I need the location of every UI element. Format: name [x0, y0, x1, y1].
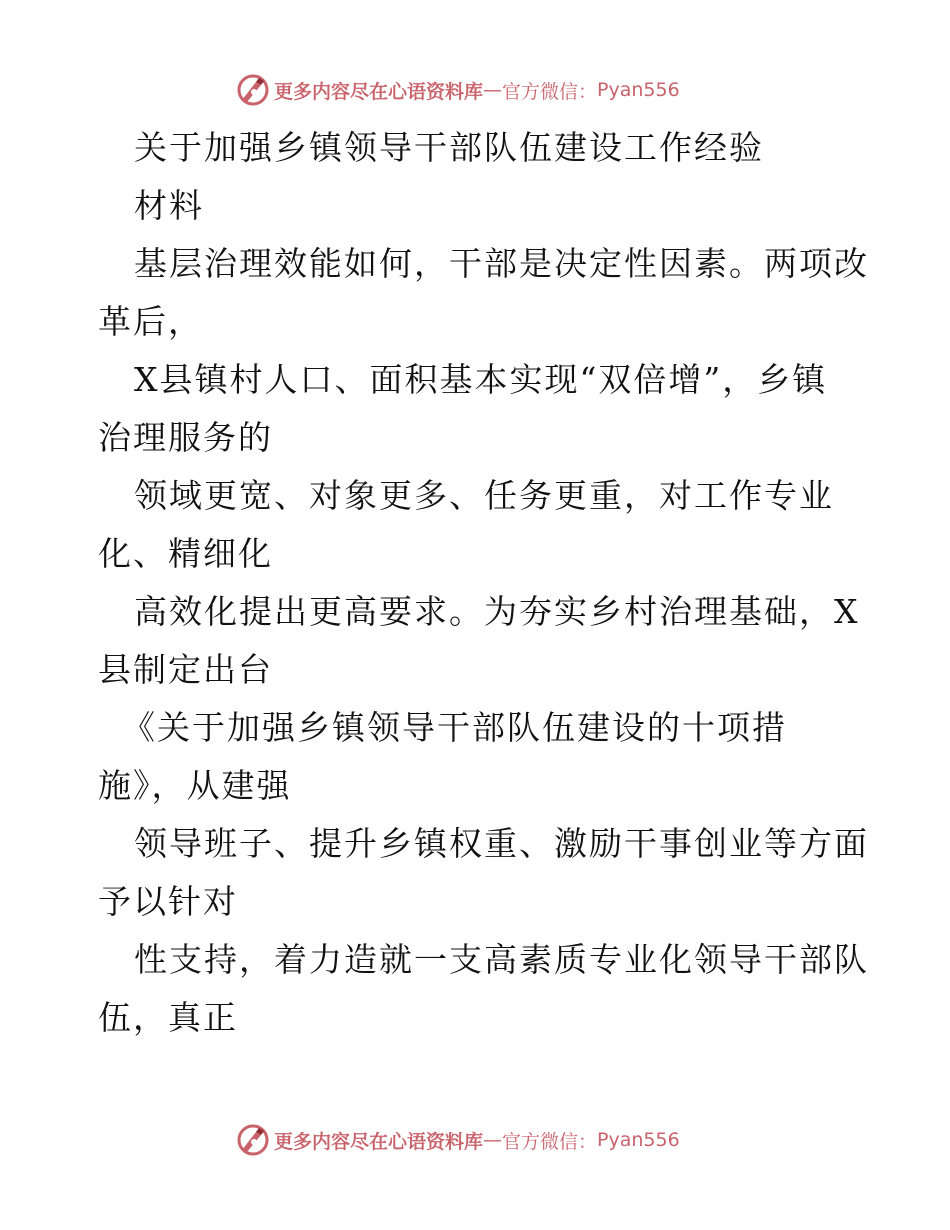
banner-main-text: 更多内容尽在心语资料库 — [274, 80, 484, 103]
body-line: 县制定出台 — [98, 650, 273, 689]
body-line: 高效化提出更高要求。为夯实乡村治理基础，X — [134, 592, 860, 631]
banner-main-text: 更多内容尽在心语资料库 — [274, 1130, 484, 1153]
body-line: 《关于加强乡镇领导干部队伍建设的十项措 — [122, 708, 787, 747]
body-line: 化、精细化 — [98, 534, 273, 573]
body-line: 性支持，着力造就一支高素质专业化领导干部队 — [134, 940, 869, 979]
banner-wechat-label: 官方微信： — [502, 80, 598, 103]
body-line: 领导班子、提升乡镇权重、激励干事创业等方面 — [134, 824, 869, 863]
document-title-line-2: 材料 — [134, 186, 204, 225]
body-line: 予以针对 — [98, 882, 238, 921]
body-line: 治理服务的 — [98, 418, 273, 457]
pen-logo-icon — [236, 1123, 270, 1157]
body-line: 革后， — [98, 302, 203, 341]
footer-watermark-banner — [236, 1122, 680, 1158]
pen-logo-icon — [236, 73, 270, 107]
body-line: 领域更宽、对象更多、任务更重，对工作专业 — [134, 476, 834, 515]
body-line: 施》，从建强 — [98, 766, 292, 805]
document-title-line-1: 关于加强乡镇领导干部队伍建设工作经验 — [134, 128, 764, 167]
body-line: X县镇村人口、面积基本实现“双倍增”，乡镇 — [134, 360, 828, 399]
banner-separator: — — [483, 1129, 503, 1151]
banner-wechat-id: Pyan556 — [597, 1129, 680, 1151]
banner-separator: — — [483, 79, 503, 101]
header-watermark-banner — [236, 72, 680, 108]
body-line: 基层治理效能如何，干部是决定性因素。两项改 — [134, 244, 869, 283]
body-line: 伍，真正 — [98, 998, 238, 1037]
banner-wechat-label: 官方微信： — [502, 1130, 598, 1153]
banner-wechat-id: Pyan556 — [597, 79, 680, 101]
